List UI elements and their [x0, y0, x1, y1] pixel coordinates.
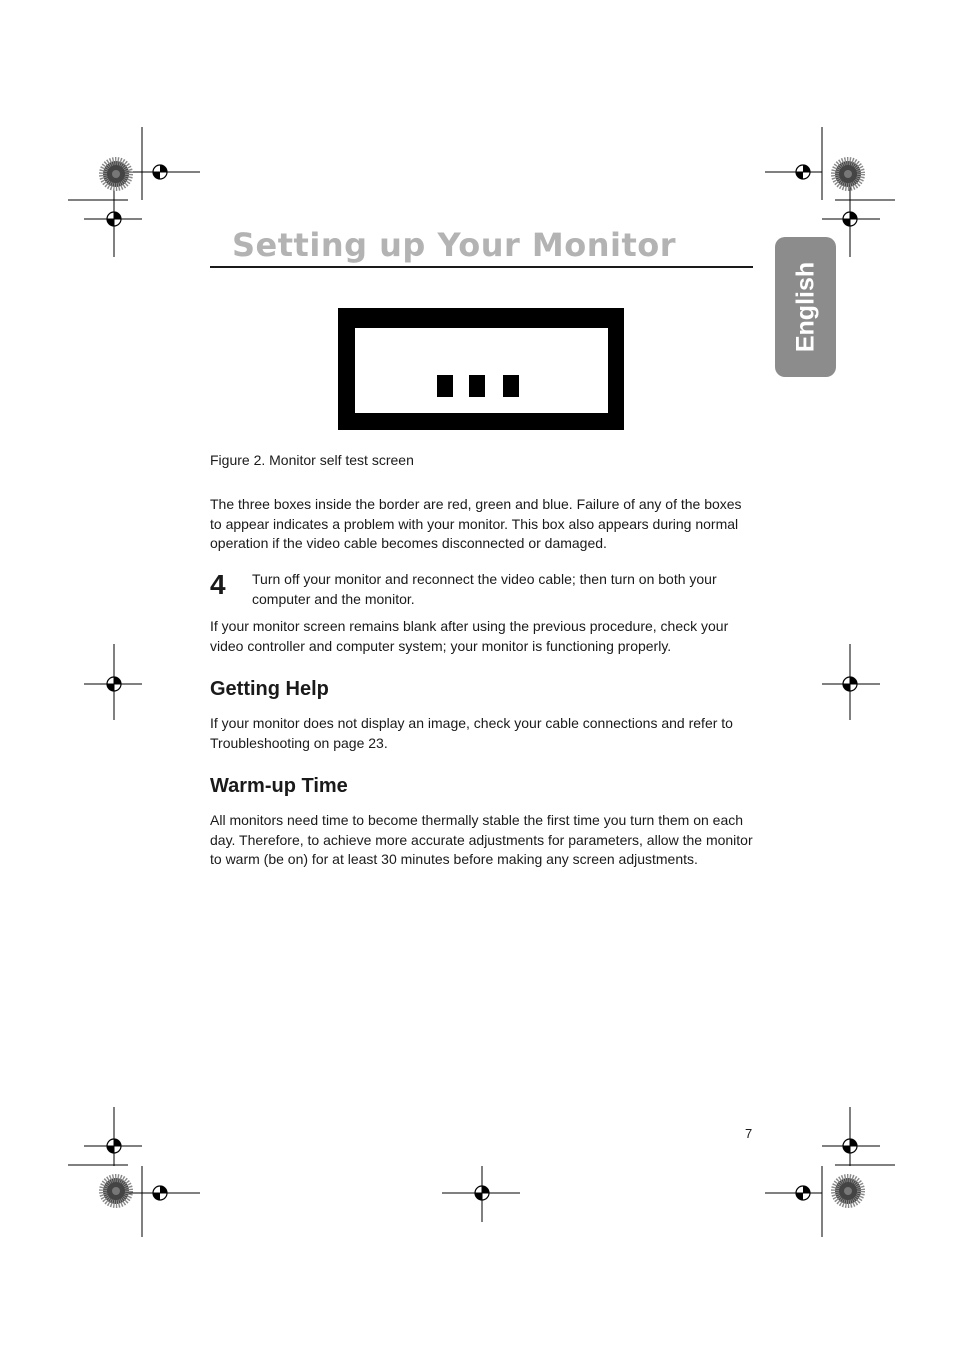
test-box-green [469, 375, 485, 397]
monitor-screen-area [355, 328, 608, 413]
language-tab-label: English [791, 261, 819, 353]
section-text-warm-up-time: All monitors need time to become thermally stable the first time you turn them on each day. Therefore, to achieve more accurate adjustments for parameters, allow the monitor to warm (be on) for at least 30 minutes before making any screen adjustments. [210, 812, 753, 867]
language-tab [775, 237, 836, 377]
intro-paragraph: The three boxes inside the border are red, green and blue. Failure of any of the boxes to appear indicates a problem with your monitor. This box also appears during normal operation if the video cable becomes disconnected or damaged. [210, 496, 742, 551]
test-box-red [437, 375, 453, 397]
page-number: 7 [745, 1126, 753, 1141]
section-heading-warm-up-time: Warm-up Time [210, 775, 348, 797]
section-text-getting-help: If your monitor does not display an image, check your cable connections and refer to Troubleshooting on page 23. [210, 715, 733, 751]
page-title: Setting up Your Monitor [210, 222, 753, 268]
test-box-blue [503, 375, 519, 397]
figure-caption: Figure 2. Monitor self test screen [210, 452, 414, 468]
followup-paragraph: If your monitor screen remains blank after using the previous procedure, check your video controller and computer system; your monitor is functioning properly. [210, 618, 729, 654]
monitor-self-test-figure [338, 308, 624, 430]
step-text: Turn off your monitor and reconnect the video cable; then turn on both your computer and the monitor. [252, 571, 717, 607]
step-number: 4 [210, 569, 226, 600]
section-heading-getting-help: Getting Help [210, 678, 329, 700]
